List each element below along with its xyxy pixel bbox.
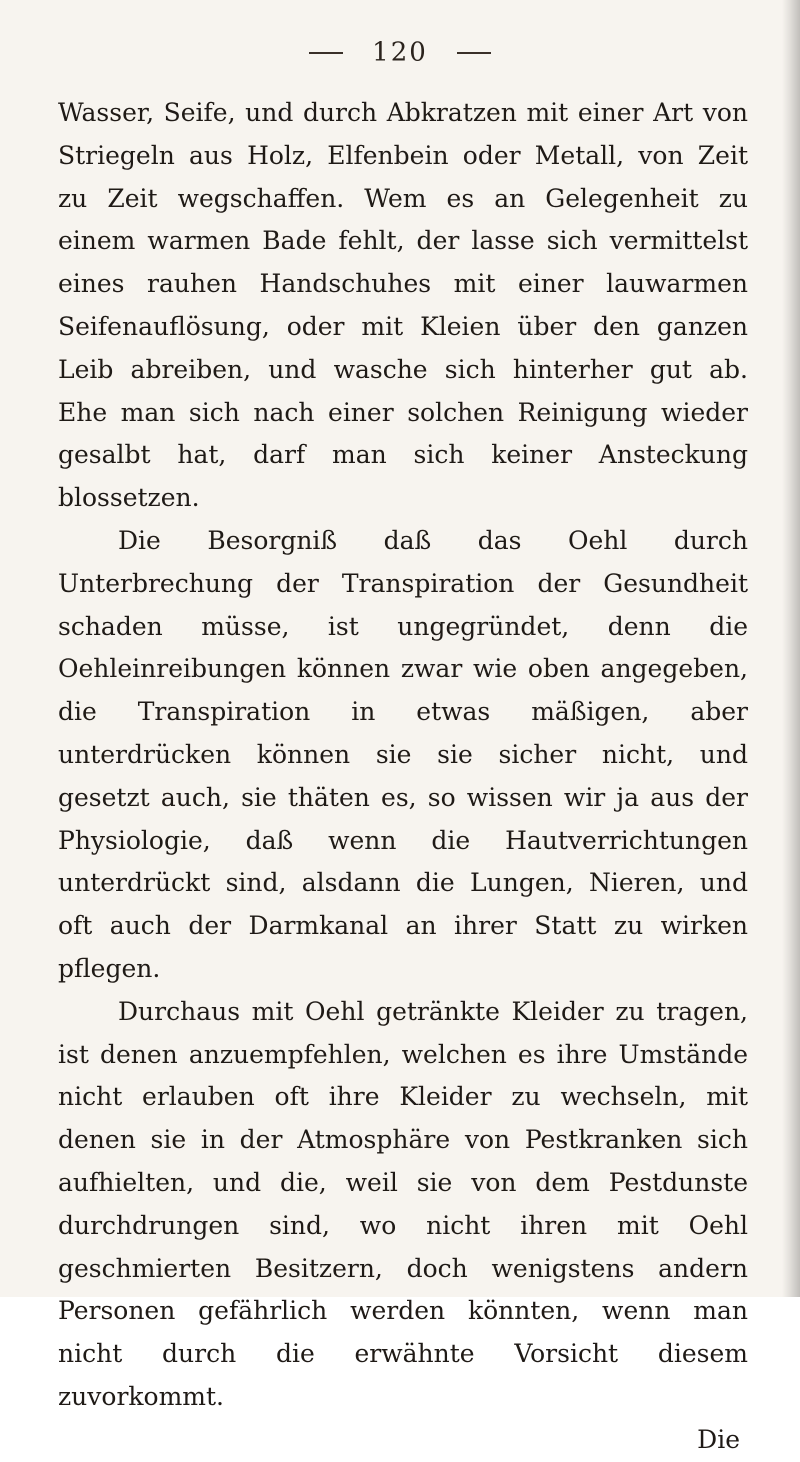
- header-dash-right: [457, 52, 491, 54]
- paragraph-2: Die Besorgniß daß das Oehl durch Unterbrechung der Transpiration der Gesundheit schaden müsse, ist ungegründet, denn die Oehleinreibungen können zwar wie oben angegeben, die Transpiration in etwas mäßigen, aber unterdrücken können sie sie sicher nicht, und gesetzt auch, sie thäten es, so wissen wir ja aus der Physiologie, daß wenn die Hautverrichtungen unterdrückt sind, alsdann die Lungen, Nieren, und oft auch der Darmkanal an ihrer Statt zu wirken pflegen.: [58, 525, 748, 983]
- paragraph-3: Durchaus mit Oehl getränkte Kleider zu tragen, ist denen anzuempfehlen, welchen es ihre Umstände nicht erlauben oft ihre Kleider zu wechseln, mit denen sie in der Atmosphäre von Pestkranken sich aufhielten, und die, weil sie von dem Pestdunste durchdrungen sind, wo nicht ihren mit Oehl geschmierten Besitzern, doch wenigstens andern Personen gefährlich werden könnten, wenn man nicht durch die erwähnte Vorsicht diesem zuvorkommt.: [58, 996, 748, 1411]
- page-number: 120: [372, 37, 428, 68]
- paragraph-1: Wasser, Seife, und durch Abkratzen mit einer Art von Striegeln aus Holz, Elfenbein oder Metall, von Zeit zu Zeit wegschaffen. Wem es an Gelegenheit zu einem warmen Bade fehlt, der lasse sich vermittelst eines rauhen Handschuhes mit einer lauwarmen Seifenauflösung, oder mit Kleien über den ganzen Leib abreiben, und wasche sich hinterher gut ab. Ehe man sich nach einer solchen Reinigung wieder gesalbt hat, darf man sich keiner Ansteckung blossetzen.: [58, 98, 748, 513]
- page-header: [0, 34, 800, 68]
- header-dash-left: [309, 52, 343, 54]
- catchword: Die: [697, 1424, 740, 1454]
- page-edge-shadow: [782, 0, 800, 1297]
- body-text: [58, 92, 748, 1462]
